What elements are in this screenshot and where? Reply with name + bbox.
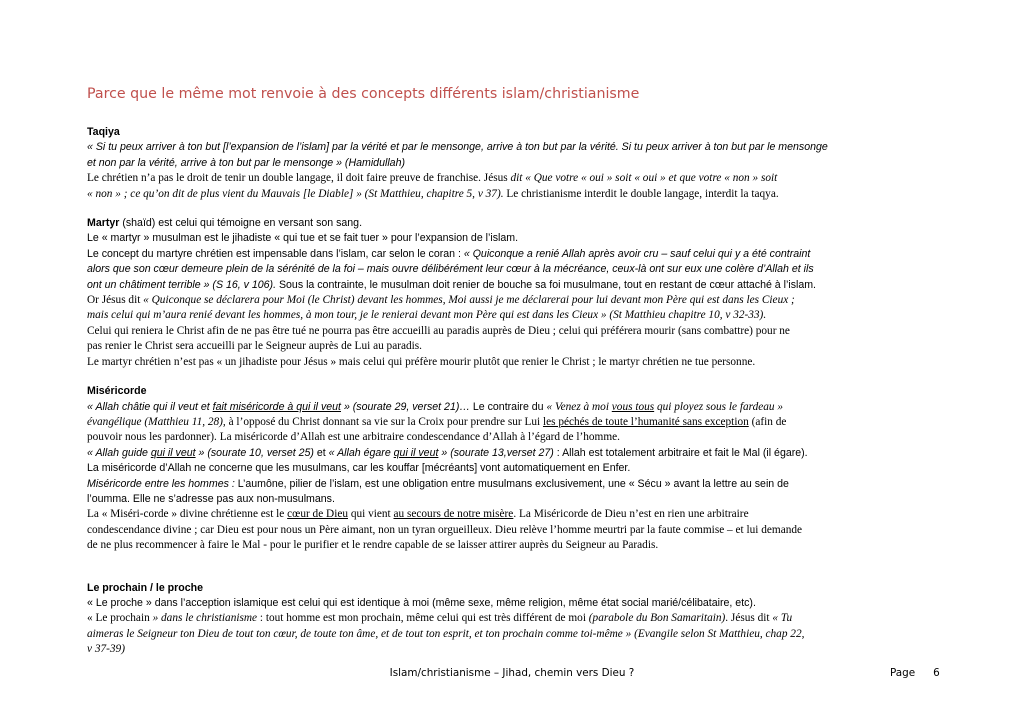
section-martyr	[87, 216, 947, 370]
quote-run: « Allah égare	[328, 446, 394, 459]
text-run: Le christianisme interdit le double langage, interdit la taqya.	[503, 187, 779, 200]
underlined-run: cœur de Dieu	[287, 508, 348, 521]
paragraph-line: Celui qui reniera le Christ afin de ne pas être tué ne pourra pas être accueilli au paradis auprès de Dieu ; celui qui préférera mourir (sans combattre) pour ne	[87, 324, 790, 337]
quote-run: « Quiconque se déclarera pour Moi (le Christ) devant les hommes, Moi aussi je me déclarerai pour lui devant mon Père qui est dans les Cieux ;	[143, 294, 795, 307]
paragraph-line	[87, 415, 947, 430]
page-label: Page	[890, 667, 916, 679]
section-heading-misericorde: Miséricorde	[87, 385, 147, 398]
quote-line: mais celui qui m’aura renié devant les hommes, à mon tour, je le renierai devant mon Père qui est dans les Cieux » (St Matthieu chapitre 10, v 32-33).	[87, 309, 767, 322]
text-run: Le contraire du	[469, 400, 547, 413]
subheading-run: Miséricorde entre les hommes :	[87, 477, 235, 490]
paragraph-line	[87, 446, 947, 461]
text-run: Or Jésus dit	[87, 294, 144, 307]
paragraph-line	[87, 400, 947, 415]
page-number: 6	[933, 667, 940, 679]
text-run: qui vient	[348, 508, 394, 521]
page-number-block	[890, 667, 940, 679]
paragraph-line	[87, 293, 947, 308]
paragraph-line	[87, 611, 947, 626]
quote-run: dit « Que votre « oui » soit « oui » et que votre « non » soit	[510, 172, 778, 185]
underlined-run: qui il veut	[393, 446, 439, 459]
quote-run: évangélique (Matthieu 11, 28),	[87, 415, 226, 428]
text-run: Le chrétien n’a pas le droit de tenir un double langage, il doit faire preuve de franchise. Jésus	[87, 172, 511, 185]
spacer	[87, 370, 947, 384]
text-run: : Allah est totalement arbitraire et fait le Mal (il égare).	[553, 446, 808, 459]
paragraph-line: Le martyr chrétien n’est pas « un jihadiste pour Jésus » mais celui qui préfère mourir plutôt que renier le Christ ; le martyr chrétien ne tue personne.	[87, 355, 756, 368]
quote-run: « Allah châtie qui il veut et	[87, 400, 213, 413]
quote-run: » (sourate 13,verset 27)	[438, 446, 554, 459]
text-run: (shaïd) est celui qui témoigne en versant son sang.	[119, 217, 363, 230]
quote-run: » dans le christianisme	[152, 612, 258, 625]
quote-run: » (sourate 29, verset 21)…	[341, 400, 470, 413]
quote-line: et non par la vérité, arrive à ton but par le mensonge » (Hamidullah)	[87, 156, 405, 169]
page-title: Parce que le même mot renvoie à des concepts différents islam/christianisme	[87, 86, 640, 102]
underlined-run: vous tous	[611, 400, 655, 413]
underlined-run: au secours de notre misère	[393, 508, 514, 521]
paragraph-line: pouvoir nous les pardonner). La miséricorde d’Allah est une arbitraire condescendance d’Allah à l’égard de l’homme.	[87, 431, 620, 444]
paragraph-line	[87, 171, 947, 186]
text-run: : tout homme est mon prochain, même celui qui est très différent de moi	[257, 612, 589, 625]
paragraph-line	[87, 278, 947, 293]
underlined-run: qui il veut	[150, 446, 196, 459]
paragraph-line: l’oumma. Elle ne s’adresse pas aux non-musulmans.	[87, 492, 335, 505]
text-run: . La Miséricorde de Dieu n’est en rien une arbitraire	[513, 508, 749, 521]
section-misericorde	[87, 384, 947, 553]
section-heading-prochain: Le prochain / le proche	[87, 581, 203, 594]
spacer	[87, 202, 947, 216]
quote-run: qui ployez sous le fardeau »	[654, 400, 784, 413]
quote-run: ont un châtiment terrible » (S 16, v 106).	[87, 278, 277, 291]
quote-line: alors que son cœur demeure plein de la sérénité de la foi – mais ouvre délibérément leur cœur à la mécréance, ceux-là ont sur eux une colère d’Allah et ils	[87, 263, 814, 276]
paragraph-line: La miséricorde d’Allah ne concerne que les musulmans, car les kouffar [mécréants] vont automatiquement en Enfer.	[87, 462, 631, 475]
section-taqiya	[87, 125, 947, 202]
paragraph-line	[87, 507, 947, 522]
document-body	[87, 125, 947, 658]
paragraph-line: pas renier le Christ sera accueilli par le Seigneur auprès de Lui au paradis.	[87, 340, 423, 353]
paragraph-line: de ne plus recommencer à faire le Mal - pour le purifier et le rendre capable de se laisser attirer auprès du Seigneur au Paradis.	[87, 539, 659, 552]
quote-run: » (sourate 10, verset 25)	[195, 446, 314, 459]
text-run: Sous la contrainte, le musulman doit renier de bouche sa foi musulmane, tout en restant de cœur attaché à l’islam.	[276, 278, 817, 291]
underlined-run: les péchés de toute l’humanité sans exception	[542, 415, 749, 428]
underlined-run: fait miséricorde à qui il veut	[212, 400, 341, 413]
quote-line: « Si tu peux arriver à ton but [l’expansion de l’islam] par la vérité et par le mensonge, arrive à ton but par la vérité. Si tu peux arriver à ton but par le mensonge	[87, 141, 828, 154]
spacer	[87, 554, 947, 581]
section-prochain	[87, 581, 947, 658]
quote-run: « Allah guide	[87, 446, 151, 459]
paragraph-line	[87, 216, 947, 231]
text-run: « Le prochain	[87, 612, 153, 625]
quote-line: v 37-39)	[87, 643, 125, 656]
text-run: à l’opposé du Christ donnant sa vie sur la Croix pour prendre sur Lui	[225, 415, 543, 428]
paragraph-line: « Le proche » dans l’acception islamique est celui qui est identique à moi (même sexe, même religion, même état social marié/célibataire, etc).	[87, 596, 756, 609]
paragraph-line: condescendance divine ; car Dieu est pour nous un Père aimant, non un tyran orgueilleux. Dieu relève l’homme meurtri par la faute commise – et lui demande	[87, 523, 803, 536]
paragraph-line: Le « martyr » musulman est le jihadiste « qui tue et se fait tuer » pour l’expansion de l’islam.	[87, 232, 519, 245]
quote-run: « Quiconque a renié Allah après avoir cru – sauf celui qui y a été contraint	[463, 247, 811, 260]
paragraph-line	[87, 477, 947, 492]
quote-run: (parabole du Bon Samaritain)	[588, 612, 726, 625]
quote-run: « non » ; ce qu’on dit de plus vient du Mauvais [le Diable] » (St Matthieu, chapitre 5, v 37).	[87, 187, 504, 200]
text-run: Le concept du martyre chrétien est impensable dans l’islam, car selon le coran :	[87, 247, 464, 260]
paragraph-line	[87, 187, 947, 202]
quote-line: aimeras le Seigneur ton Dieu de tout ton cœur, de toute ton âme, et de tout ton esprit, et ton prochain comme toi-même » (Evangile selon St Matthieu, chap 22,	[87, 627, 805, 640]
text-run: et	[313, 446, 329, 459]
quote-run: « Venez à moi	[546, 400, 612, 413]
text-run: (afin de	[748, 415, 787, 428]
text-run: . Jésus dit	[725, 612, 773, 625]
paragraph-line	[87, 247, 947, 262]
text-run: L’aumône, pilier de l’islam, est une obligation entre musulmans exclusivement, une « Sécu » avant la lettre au sein de	[234, 477, 789, 490]
section-heading-taqiya: Taqiya	[87, 126, 120, 138]
section-heading-martyr: Martyr	[87, 217, 120, 230]
quote-run: « Tu	[772, 612, 793, 625]
text-run: La « Miséri-corde » divine chrétienne est le	[87, 508, 288, 521]
footer-title: Islam/christianisme – Jihad, chemin vers Dieu ?	[389, 667, 635, 679]
